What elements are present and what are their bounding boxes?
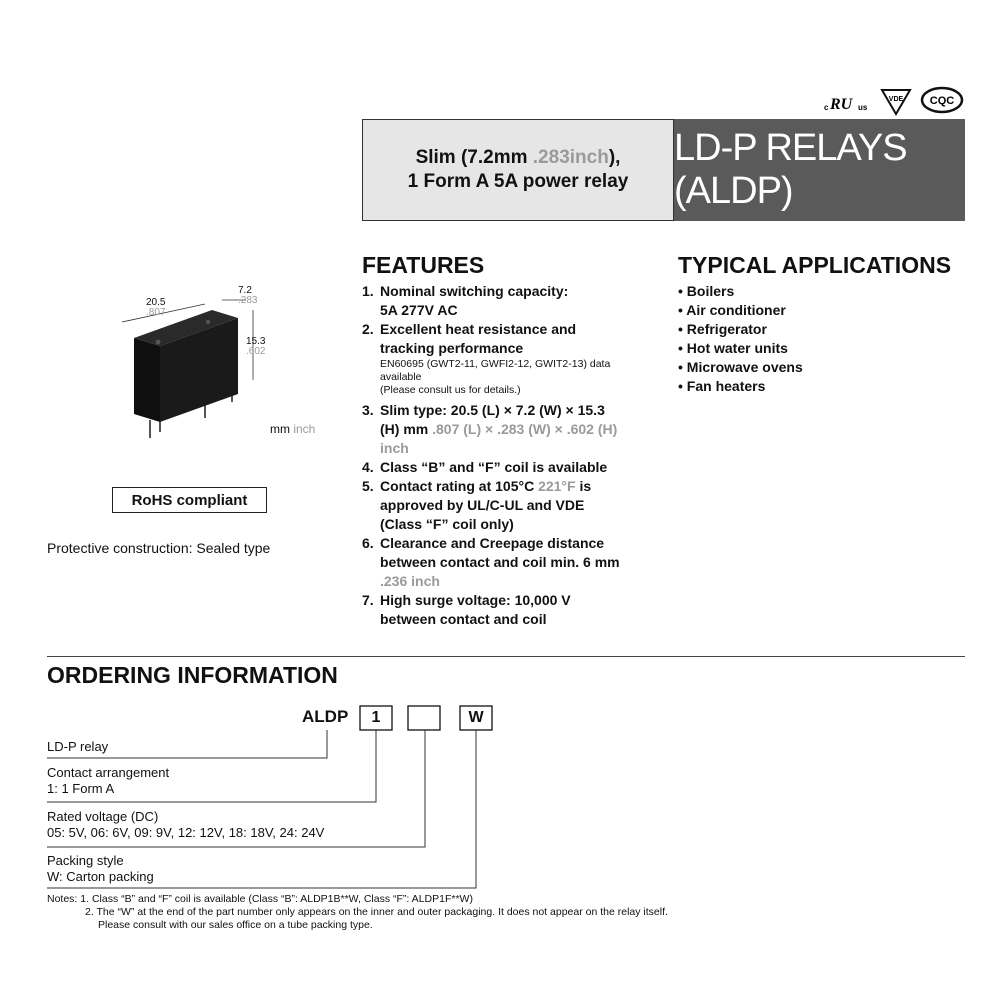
svg-text:CQC: CQC <box>929 95 955 107</box>
svg-text:VDE: VDE <box>888 96 904 103</box>
features-list <box>362 282 662 629</box>
applications-title: TYPICAL APPLICATIONS <box>678 252 952 278</box>
application-item: • Air conditioner <box>678 302 786 318</box>
product-title: LD-P RELAYS (ALDP) <box>674 119 965 221</box>
feature-item: 6. Clearance and Creepage distance between contact and coil min. 6 mm .236 inch <box>362 535 620 589</box>
order-box-packing: W <box>468 709 484 726</box>
header-subtitle-line2: 1 Form A 5A power relay <box>407 171 629 192</box>
ul-logo-icon <box>824 92 874 114</box>
feature-item: 4. Class “B” and “F” coil is available <box>362 459 608 475</box>
vde-cert-mark <box>880 86 912 119</box>
dim-length: 20.5 .807 <box>146 297 166 318</box>
cqc-cert-mark <box>920 86 964 119</box>
label-contact: Contact arrangement 1: 1 Form A <box>47 765 170 796</box>
vde-logo-icon <box>880 86 912 116</box>
svg-text:us: us <box>858 103 868 112</box>
features-title: FEATURES <box>362 252 485 278</box>
application-item: • Boilers <box>678 283 735 299</box>
cqc-logo-icon <box>920 86 964 116</box>
dim-height: 15.3 .602 <box>246 336 266 357</box>
feature-item: 7. High surge voltage: 10,000 V between contact and coil <box>362 592 571 627</box>
order-box-contact: 1 <box>371 709 381 726</box>
section-divider <box>47 656 965 657</box>
header-subtitle-box <box>362 119 674 221</box>
applications-list <box>678 282 803 396</box>
feature-item: 1. Nominal switching capacity: 5A 277V AC <box>362 283 569 318</box>
label-voltage: Rated voltage (DC) 05: 5V, 06: 6V, 09: 9V, 12: 12V, 18: 18V, 24: 24V <box>47 809 325 840</box>
application-item: • Hot water units <box>678 340 788 356</box>
application-item: • Refrigerator <box>678 321 767 337</box>
feature-item: 5. Contact rating at 105°C 221°F is approved by UL/C-UL and VDE (Class “F” coil only) <box>362 478 592 532</box>
dim-width: 7.2 .283 <box>238 285 258 306</box>
order-prefix: ALDP <box>302 707 349 726</box>
application-item: • Microwave ovens <box>678 359 803 375</box>
svg-text:RU: RU <box>830 96 853 113</box>
protective-construction: Protective construction: Sealed type <box>47 540 271 556</box>
label-relay: LD-P relay <box>47 739 109 754</box>
feature-item: 3. Slim type: 20.5 (L) × 7.2 (W) × 15.3 (H) mm .807 (L) × .283 (W) × .602 (H) inch <box>362 402 618 456</box>
unit-legend: mm inch <box>270 422 316 436</box>
relay-drawing <box>110 280 270 460</box>
label-packing: Packing style W: Carton packing <box>47 853 154 884</box>
ordering-title: ORDERING INFORMATION <box>47 662 338 688</box>
feature-item: 2. Excellent heat resistance and tracking performance EN60695 (GWT2-11, GWFI2-12, GWIT2-13) data available (Please consult us for details.) <box>362 321 611 396</box>
notes: Notes: 1. Class “B” and “F” coil is available (Class “B”: ALDP1B**W, Class “F”: ALDP1F**W) 2. The “W” at the end of the part number only appears on the inner and outer packaging. It does not appear on the relay itself. Please consult with our sales office on a tube packing type. <box>47 893 668 931</box>
ul-cert-mark <box>824 92 874 117</box>
header-subtitle-inch: .283inch <box>532 147 609 168</box>
rohs-badge: RoHS compliant <box>112 487 267 513</box>
svg-text:c: c <box>824 103 829 112</box>
application-item: • Fan heaters <box>678 378 766 394</box>
header-subtitle-line1: Slim (7.2mm .283inch), <box>415 147 621 168</box>
